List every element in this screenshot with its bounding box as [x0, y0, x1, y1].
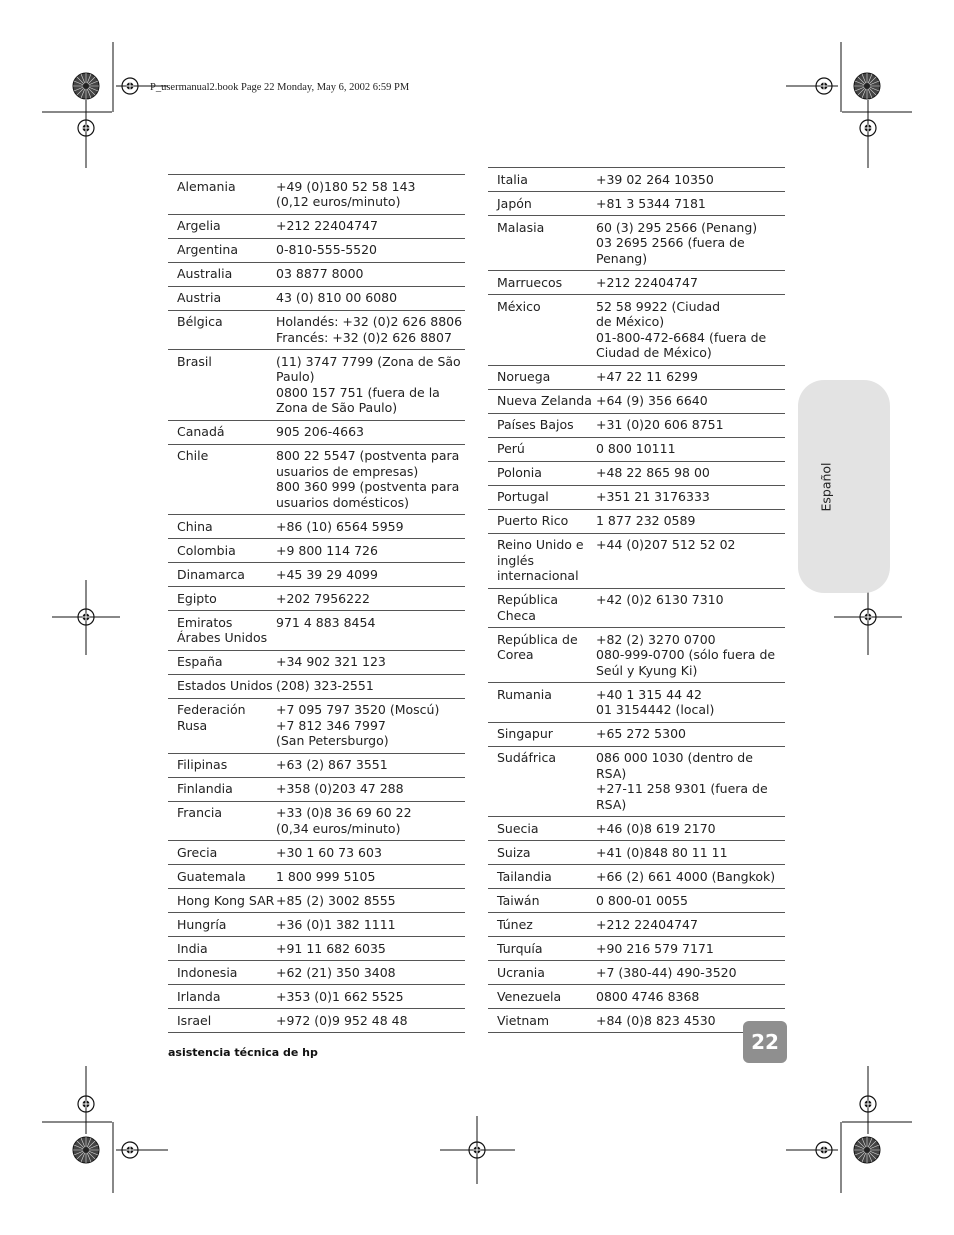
- table-row: [168, 650, 465, 674]
- country-name: Suiza: [497, 844, 531, 860]
- country-name: Suecia: [497, 820, 539, 836]
- country-name: Polonia: [497, 465, 542, 480]
- table-row: [488, 389, 785, 413]
- language-tab-label: Español: [818, 462, 834, 512]
- table-row: [488, 461, 785, 485]
- country-name: Filipinas: [177, 757, 228, 772]
- phone-number: +30 1 60 73 603: [276, 844, 382, 860]
- table-row: [488, 485, 785, 509]
- country-name: Taiwán: [497, 892, 540, 908]
- table-row: [168, 262, 465, 286]
- table-row: [488, 746, 785, 817]
- phone-number: 0-810-555-5520: [276, 242, 378, 257]
- table-row: [168, 985, 465, 1009]
- table-row: [488, 961, 785, 985]
- phone-number: +84 (0)8 823 4530: [596, 1012, 716, 1028]
- country-name: Colombia: [177, 542, 236, 558]
- table-row: [488, 865, 785, 889]
- phone-number: +202 7956222: [276, 590, 370, 606]
- phone-number: +44 (0)207 512 52 02: [596, 537, 736, 552]
- country-name: México: [497, 298, 541, 314]
- phone-number: +31 (0)20 606 8751: [596, 417, 724, 432]
- country-name: Austria: [177, 290, 222, 305]
- country-name: República de Corea: [497, 631, 578, 662]
- country-name: Reino Unido e inglés internacional: [497, 537, 584, 583]
- phone-number: 0 800 10111: [596, 441, 676, 456]
- table-row: [168, 350, 465, 421]
- support-phone-table-right: [488, 167, 785, 1033]
- table-row: [488, 365, 785, 389]
- table-row: [488, 588, 785, 628]
- table-row: [488, 817, 785, 841]
- phone-number: +33 (0)8 36 69 60 22 (0,34 euros/minuto): [276, 805, 412, 836]
- phone-number: (208) 323-2551: [276, 678, 374, 693]
- table-row: [168, 674, 465, 698]
- phone-number: 905 206-4663: [276, 424, 365, 439]
- table-row: [488, 985, 785, 1009]
- country-name: Canadá: [177, 424, 225, 439]
- phone-number: +49 (0)180 52 58 143 (0,12 euros/minuto): [276, 178, 416, 209]
- table-row: [488, 1009, 785, 1033]
- table-row: [488, 683, 785, 723]
- phone-number: +41 (0)848 80 11 11: [596, 844, 728, 860]
- country-name: Vietnam: [497, 1012, 550, 1028]
- country-name: Alemania: [177, 178, 236, 194]
- country-name: Venezuela: [497, 988, 562, 1004]
- phone-number: +82 (2) 3270 0700 080-999-0700 (sólo fuera de Seúl y Kyung Ki): [596, 631, 776, 678]
- phone-number: +91 11 682 6035: [276, 940, 386, 956]
- table-row: [488, 192, 785, 216]
- country-name: Finlandia: [177, 781, 233, 796]
- phone-number: +358 (0)203 47 288: [276, 781, 404, 796]
- country-name: Japón: [497, 195, 532, 211]
- phone-number: (11) 3747 7799 (Zona de São Paulo) 0800 157 751 (fuera de la Zona de São Paulo): [276, 353, 461, 415]
- country-name: Sudáfrica: [497, 750, 556, 765]
- phone-number: 60 (3) 295 2566 (Penang) 03 2695 2566 (fuera de Penang): [596, 219, 758, 266]
- phone-number: +9 800 114 726: [276, 542, 378, 558]
- country-name: Indonesia: [177, 964, 238, 980]
- section-footer-title: asistencia técnica de hp: [168, 1046, 318, 1059]
- country-name: Turquía: [497, 940, 543, 956]
- country-name: Hungría: [177, 916, 227, 932]
- country-name: Países Bajos: [497, 417, 574, 432]
- phone-number: +212 22404747: [596, 274, 698, 290]
- country-name: Argelia: [177, 218, 221, 233]
- country-name: Perú: [497, 441, 525, 456]
- phone-number: 1 800 999 5105: [276, 868, 376, 884]
- table-row: [168, 889, 465, 913]
- table-row: [168, 1009, 465, 1033]
- country-name: Chile: [177, 448, 209, 463]
- country-name: Ucrania: [497, 964, 545, 980]
- table-row: [488, 841, 785, 865]
- phone-number: +34 902 321 123: [276, 654, 386, 669]
- table-row: [168, 801, 465, 841]
- support-phone-table-left: [168, 174, 465, 1033]
- table-row: [168, 587, 465, 611]
- country-name: Federación Rusa: [177, 702, 246, 733]
- phone-number: +81 3 5344 7181: [596, 195, 706, 211]
- phone-number: +47 22 11 6299: [596, 369, 698, 384]
- country-name: China: [177, 518, 213, 534]
- country-name: Tailandia: [497, 868, 552, 884]
- table-row: [168, 841, 465, 865]
- country-name: Israel: [177, 1012, 212, 1028]
- country-name: España: [177, 654, 223, 669]
- phone-number: +45 39 29 4099: [276, 566, 378, 582]
- country-name: Australia: [177, 266, 233, 281]
- phone-number: 0800 4746 8368: [596, 988, 700, 1004]
- phone-number: +90 216 579 7171: [596, 940, 714, 956]
- table-row: [168, 310, 465, 350]
- country-name: Grecia: [177, 844, 218, 860]
- country-name: Dinamarca: [177, 566, 245, 582]
- country-name: Portugal: [497, 489, 549, 504]
- table-row: [488, 722, 785, 746]
- table-row: [168, 611, 465, 651]
- phone-number: +86 (10) 6564 5959: [276, 518, 404, 534]
- table-row: [488, 271, 785, 295]
- phone-number: +40 1 315 44 42 01 3154442 (local): [596, 686, 715, 717]
- table-row: [168, 913, 465, 937]
- country-name: Italia: [497, 171, 528, 187]
- phone-number: +7 (380-44) 490-3520: [596, 964, 737, 980]
- phone-number: +62 (21) 350 3408: [276, 964, 396, 980]
- country-name: Estados Unidos: [177, 678, 273, 693]
- phone-number: +212 22404747: [276, 218, 378, 233]
- phone-number: +212 22404747: [596, 916, 698, 932]
- table-row: [488, 413, 785, 437]
- country-name: Hong Kong SAR: [177, 892, 275, 908]
- table-row: [168, 238, 465, 262]
- phone-number: 971 4 883 8454: [276, 614, 376, 630]
- print-header-line: P_usermanual2.book Page 22 Monday, May 6, 2002 6:59 PM: [150, 82, 410, 93]
- country-name: Emiratos Árabes Unidos: [177, 614, 268, 645]
- table-row: [168, 214, 465, 238]
- phone-number: +42 (0)2 6130 7310: [596, 592, 724, 607]
- table-row: [168, 515, 465, 539]
- phone-number: +66 (2) 661 4000 (Bangkok): [596, 868, 776, 884]
- phone-number: +85 (2) 3002 8555: [276, 892, 396, 908]
- table-row: [488, 937, 785, 961]
- country-name: Singapur: [497, 726, 553, 741]
- table-row: [488, 509, 785, 533]
- table-row: [488, 913, 785, 937]
- phone-number: 52 58 9922 (Ciudad de México) 01-800-472-6684 (fuera de Ciudad de México): [596, 298, 767, 360]
- country-name: Brasil: [177, 353, 212, 369]
- country-name: Marruecos: [497, 274, 563, 290]
- phone-number: 1 877 232 0589: [596, 513, 696, 528]
- phone-number: +972 (0)9 952 48 48: [276, 1012, 408, 1028]
- country-name: Irlanda: [177, 988, 221, 1004]
- country-name: Nueva Zelanda: [497, 393, 592, 408]
- country-name: Egipto: [177, 590, 217, 606]
- phone-number: +48 22 865 98 00: [596, 465, 710, 480]
- country-name: Puerto Rico: [497, 513, 569, 528]
- table-row: [168, 444, 465, 515]
- phone-number: +351 21 3176333: [596, 489, 710, 504]
- table-row: [168, 961, 465, 985]
- table-row: [168, 937, 465, 961]
- phone-number: +63 (2) 867 3551: [276, 757, 388, 772]
- table-row: [168, 420, 465, 444]
- table-row: [168, 865, 465, 889]
- country-name: República Checa: [497, 592, 559, 623]
- country-name: Malasia: [497, 219, 545, 235]
- country-name: Guatemala: [177, 868, 246, 884]
- phone-number: 800 22 5547 (postventa para usuarios de empresas) 800 360 999 (postventa para usuarios domésticos): [276, 448, 460, 510]
- table-row: [488, 437, 785, 461]
- country-name: Rumania: [497, 686, 552, 702]
- phone-number: +39 02 264 10350: [596, 171, 714, 187]
- table-row: [168, 698, 465, 753]
- table-row: [488, 168, 785, 192]
- table-row: [168, 777, 465, 801]
- country-name: Francia: [177, 805, 223, 820]
- table-row: [168, 175, 465, 215]
- phone-number: 0 800-01 0055: [596, 892, 688, 908]
- table-row: [488, 533, 785, 588]
- phone-number: +7 095 797 3520 (Moscú) +7 812 346 7997 (San Petersburgo): [276, 702, 440, 748]
- table-row: [168, 539, 465, 563]
- phone-number: 43 (0) 810 00 6080: [276, 290, 398, 305]
- phone-number: Holandés: +32 (0)2 626 8806 Francés: +32 (0)2 626 8807: [276, 314, 463, 345]
- table-row: [488, 216, 785, 271]
- table-row: [168, 753, 465, 777]
- country-name: Bélgica: [177, 314, 223, 329]
- country-name: Túnez: [497, 916, 533, 932]
- language-side-tab: [798, 380, 890, 593]
- table-row: [488, 628, 785, 683]
- table-row: [488, 295, 785, 366]
- table-row: [168, 563, 465, 587]
- table-row: [168, 286, 465, 310]
- phone-number: +64 (9) 356 6640: [596, 393, 708, 408]
- page-number-badge: 22: [743, 1021, 787, 1063]
- phone-number: +46 (0)8 619 2170: [596, 820, 716, 836]
- country-name: Argentina: [177, 242, 238, 257]
- phone-number: +36 (0)1 382 1111: [276, 916, 396, 932]
- country-name: India: [177, 940, 208, 956]
- phone-number: 03 8877 8000: [276, 266, 364, 281]
- country-name: Noruega: [497, 369, 551, 384]
- table-row: [488, 889, 785, 913]
- phone-number: +353 (0)1 662 5525: [276, 988, 404, 1004]
- phone-number: +65 272 5300: [596, 726, 686, 741]
- phone-number: 086 000 1030 (dentro de RSA) +27-11 258 9301 (fuera de RSA): [596, 750, 768, 812]
